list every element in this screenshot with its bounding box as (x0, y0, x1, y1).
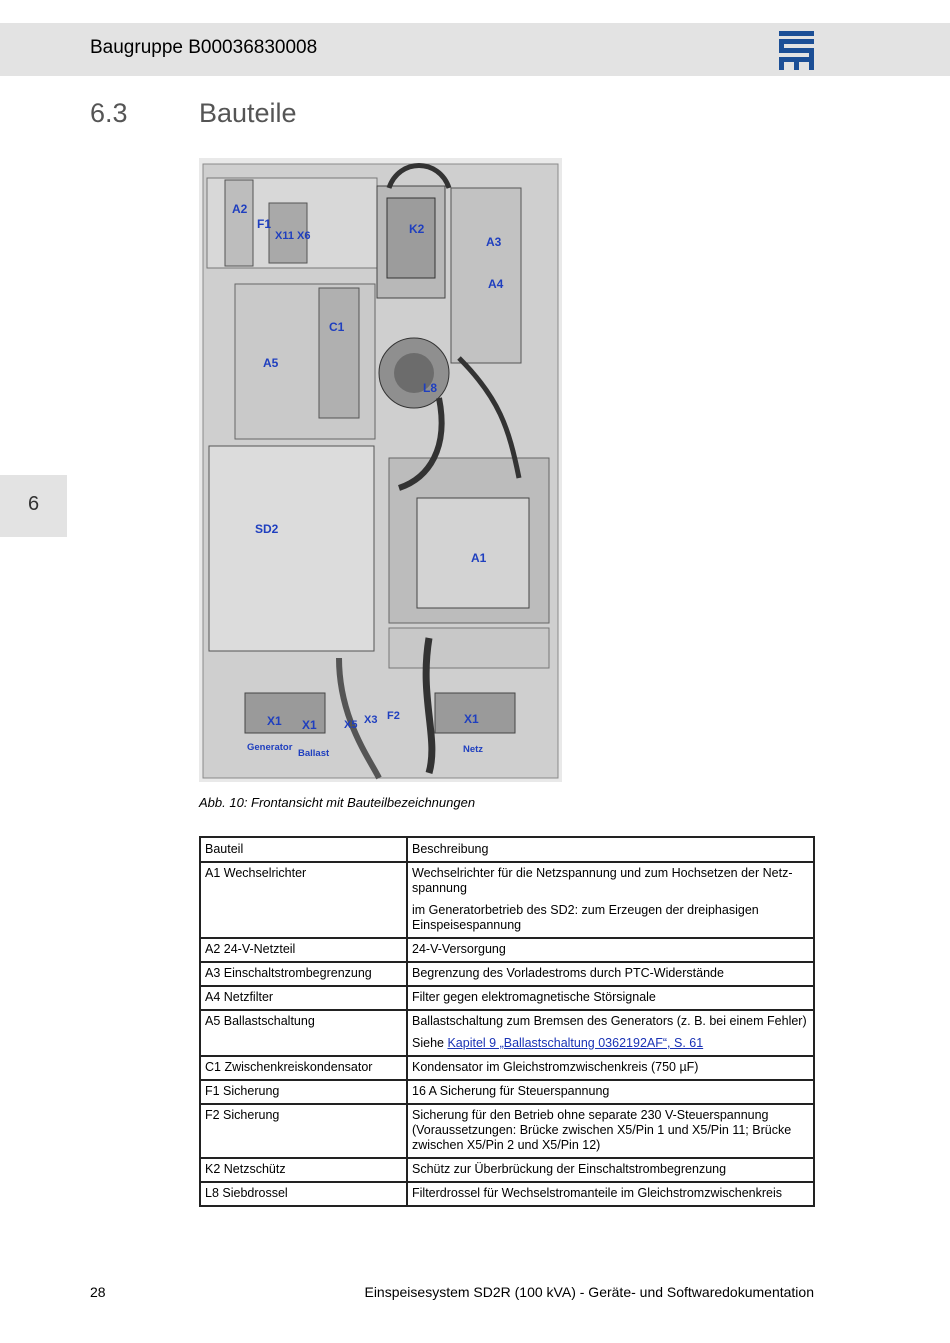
description-cell: Filterdrossel für Wechselstromanteile im Gleichstromzwischenkreis (407, 1182, 814, 1206)
company-logo-icon (779, 31, 814, 70)
table-row (200, 1056, 814, 1080)
part-cell: F1 Sicherung (200, 1080, 407, 1104)
table-row (200, 1010, 814, 1056)
label-a2: A2 (232, 202, 248, 216)
description-cell: Sicherung für den Betrieb ohne separate 230 V-Steuerspannung (Voraussetzungen: Brücke zwischen X5/Pin 1 und X5/Pin 11; Brücke zwischen X5/Pin 2 und X5/Pin 12) (407, 1104, 814, 1158)
description-text: Ballastschaltung zum Bremsen des Generators (z. B. bei einem Fehler) (412, 1014, 807, 1028)
header-title: Baugruppe B00036830008 (90, 37, 318, 58)
label-ballast: Ballast (298, 748, 330, 759)
column-header-bauteil: Bauteil (200, 837, 407, 862)
chapter-number: 6 (27, 493, 40, 515)
label-f2: F2 (387, 710, 400, 722)
label-x11-x6: X11 X6 (275, 230, 311, 242)
table-row (200, 962, 814, 986)
table-row (200, 1104, 814, 1158)
chapter-9-link[interactable]: Kapitel 9 „Ballastschaltung 0362192AF“, S. 61 (447, 1036, 704, 1050)
label-a5: A5 (263, 356, 279, 370)
label-generator: Generator (247, 742, 293, 753)
part-cell: K2 Netzschütz (200, 1158, 407, 1182)
description-cell: Schütz zur Überbrückung der Einschaltstrombegrenzung (407, 1158, 814, 1182)
description-cell: 16 A Sicherung für Steuerspannung (407, 1080, 814, 1104)
description-cell: Begrenzung des Vorladestroms durch PTC-Widerstände (407, 962, 814, 986)
part-cell: A3 Einschaltstrombegrenzung (200, 962, 407, 986)
description-cell (407, 862, 814, 938)
parts-table (199, 836, 815, 1207)
part-cell: A4 Netzfilter (200, 986, 407, 1010)
description-cell (407, 1010, 814, 1056)
chapter-tab (0, 475, 67, 537)
description-text: im Generatorbetrieb des SD2: zum Erzeugen der dreiphasigen Einspeisespannung (412, 903, 759, 932)
label-netz: Netz (463, 744, 484, 755)
description-text: Wechselrichter für die Netzspannung und zum Hochsetzen der Netz-spannung (412, 866, 793, 895)
part-cell: A2 24-V-Netzteil (200, 938, 407, 962)
label-a3: A3 (486, 235, 502, 249)
label-c1: C1 (329, 320, 345, 334)
part-cell: A5 Ballastschaltung (200, 1010, 407, 1056)
label-x3: X3 (364, 714, 378, 726)
table-row (200, 938, 814, 962)
label-k2: K2 (409, 222, 425, 236)
part-cell: L8 Siebdrossel (200, 1182, 407, 1206)
part-cell: F2 Sicherung (200, 1104, 407, 1158)
table-row (200, 986, 814, 1010)
label-a1: A1 (471, 551, 487, 565)
table-row (200, 862, 814, 938)
table-row (200, 1158, 814, 1182)
label-x1-netz: X1 (464, 712, 479, 726)
section-title: Bauteile (199, 98, 297, 128)
label-x1-generator: X1 (267, 714, 282, 728)
section-number: 6.3 (90, 98, 128, 128)
cabinet-photo (199, 158, 562, 782)
table-header-row (200, 837, 814, 862)
label-l8: L8 (423, 381, 438, 395)
table-row (200, 1080, 814, 1104)
description-reference (412, 1036, 809, 1051)
label-sd2: SD2 (255, 522, 279, 536)
description-cell: Filter gegen elektromagnetische Störsignale (407, 986, 814, 1010)
page-number: 28 (90, 1284, 106, 1300)
label-x5: X5 (344, 719, 358, 731)
label-x1-ballast: X1 (302, 718, 317, 732)
description-cell: 24-V-Versorgung (407, 938, 814, 962)
figure-caption: Abb. 10: Frontansicht mit Bauteilbezeichnungen (199, 795, 476, 810)
label-a4: A4 (488, 277, 504, 291)
part-cell: A1 Wechselrichter (200, 862, 407, 938)
description-cell: Kondensator im Gleichstromzwischenkreis (750 µF) (407, 1056, 814, 1080)
document-title: Einspeisesystem SD2R (100 kVA) - Geräte- und Softwaredokumentation (364, 1284, 814, 1300)
part-cell: C1 Zwischenkreiskondensator (200, 1056, 407, 1080)
table-row (200, 1182, 814, 1206)
reference-prefix: Siehe (412, 1036, 448, 1050)
column-header-beschreibung: Beschreibung (407, 837, 814, 862)
label-f1: F1 (257, 217, 272, 231)
